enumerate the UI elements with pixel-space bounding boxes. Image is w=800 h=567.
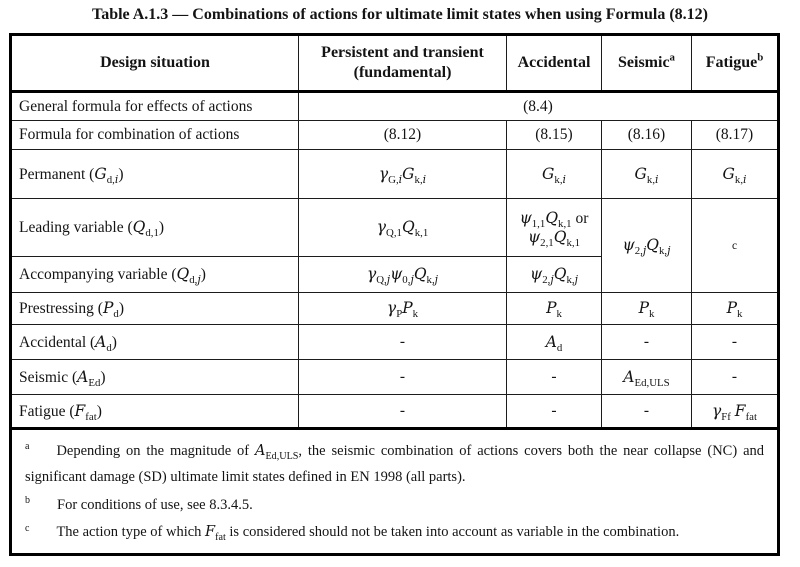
accidental-seismic-cell: -: [602, 325, 692, 360]
header-design-situation: Design situation: [11, 35, 299, 92]
footnote-c-text: The action type of which $F_{fat}$ is considered should not be taken into account as variable in the combination.: [56, 524, 680, 544]
permanent-label: Permanent $(G_{d,i})$: [11, 150, 299, 199]
footnotes-row: [11, 429, 779, 555]
fatigue-accidental-cell: -: [507, 395, 602, 429]
prestressing-fundamental-cell: $\gamma_PP_k$: [299, 293, 507, 325]
footnote-c: [25, 520, 764, 546]
footnote-b: [25, 493, 764, 519]
accompanying-variable-label: Accompanying variable $(Q_{d,j})$: [11, 257, 299, 293]
prestressing-label: Prestressing $(P_d)$: [11, 293, 299, 325]
row-seismic: [11, 360, 779, 395]
accidental-accidental-cell: $A_d$: [507, 325, 602, 360]
accompanying-fundamental-cell: $\gamma_{Q,j}\psi_{0,j}Q_{k,j}$: [299, 257, 507, 293]
prestressing-seismic-cell: $P_k$: [602, 293, 692, 325]
row-prestressing: [11, 293, 779, 325]
page-title: Table A.1.3 — Combinations of actions for ultimate limit states when using Formula (8.12): [91, 6, 708, 23]
permanent-fatigue-cell: $G_{k,i}$: [692, 150, 779, 199]
formula-accidental-cell: (8.15): [507, 121, 602, 150]
footnote-c-marker: c: [25, 522, 30, 534]
seismic-fundamental-cell: -: [299, 360, 507, 395]
fatigue-fundamental-cell: -: [299, 395, 507, 429]
prestressing-accidental-cell: $P_k$: [507, 293, 602, 325]
row-accidental: [11, 325, 779, 360]
leading-accidental-cell: $\psi_{1,1}Q_{k,1}$ or $\psi_{2,1}Q_{k,1}$: [507, 199, 602, 257]
footnote-b-marker: b: [25, 494, 30, 506]
header-seismic: Seismic$^a$: [602, 35, 692, 92]
formula-seismic-cell: (8.16): [602, 121, 692, 150]
formula-fatigue-cell: (8.17): [692, 121, 779, 150]
row-permanent: [11, 150, 779, 199]
accidental-fundamental-cell: -: [299, 325, 507, 360]
header-accidental: Accidental: [507, 35, 602, 92]
seismic-seismic-cell: $A_{Ed,ULS}$: [602, 360, 692, 395]
formula-combination-label: Formula for combination of actions: [11, 121, 299, 150]
accidental-label: Accidental $(A_d)$: [11, 325, 299, 360]
leading-accompanying-seismic-cell: $\psi_{2,j}Q_{k,j}$: [602, 199, 692, 293]
footnote-a: [25, 439, 764, 491]
row-formula-combination: [11, 121, 779, 150]
prestressing-fatigue-cell: $P_k$: [692, 293, 779, 325]
table-container: [9, 33, 780, 556]
header-persistent-transient: Persistent and transient (fundamental): [299, 35, 507, 92]
leading-fundamental-cell: $\gamma_{Q,1}Q_{k,1}$: [299, 199, 507, 257]
seismic-label: Seismic $(A_{Ed})$: [11, 360, 299, 395]
permanent-accidental-cell: $G_{k,i}$: [507, 150, 602, 199]
permanent-fundamental-cell: $\gamma_{G,i}G_{k,i}$: [299, 150, 507, 199]
footnote-a-text: Depending on the magnitude of $A_{Ed,ULS}$, the seismic combination of actions covers both the near collapse (NC) and significant damage (SD) ultimate limit states defined in EN 1998 (all parts).: [25, 443, 764, 485]
header-fatigue: Fatigue$^b$: [692, 35, 779, 92]
leading-accompanying-fatigue-ref: c: [692, 199, 779, 293]
fatigue-label: Fatigue $(F_{fat})$: [11, 395, 299, 429]
leading-variable-label: Leading variable $(Q_{d,1})$: [11, 199, 299, 257]
seismic-fatigue-cell: -: [692, 360, 779, 395]
formula-fundamental-cell: (8.12): [299, 121, 507, 150]
row-fatigue: [11, 395, 779, 429]
accidental-fatigue-cell: -: [692, 325, 779, 360]
footnote-a-marker: a: [25, 441, 30, 453]
fatigue-seismic-cell: -: [602, 395, 692, 429]
general-formula-value: (8.4): [299, 92, 779, 121]
row-leading-variable: [11, 199, 779, 257]
footnotes-cell: [11, 429, 779, 555]
seismic-accidental-cell: -: [507, 360, 602, 395]
footnote-b-text: For conditions of use, see 8.3.4.5.: [57, 496, 253, 513]
row-general-formula: [11, 92, 779, 121]
general-formula-label: General formula for effects of actions: [11, 92, 299, 121]
permanent-seismic-cell: $G_{k,i}$: [602, 150, 692, 199]
accompanying-accidental-cell: $\psi_{2,j}Q_{k,j}$: [507, 257, 602, 293]
header-row: [11, 35, 779, 92]
combinations-table: [9, 33, 780, 556]
fatigue-fatigue-cell: $\gamma_{Ff}$ $F_{fat}$: [692, 395, 779, 429]
